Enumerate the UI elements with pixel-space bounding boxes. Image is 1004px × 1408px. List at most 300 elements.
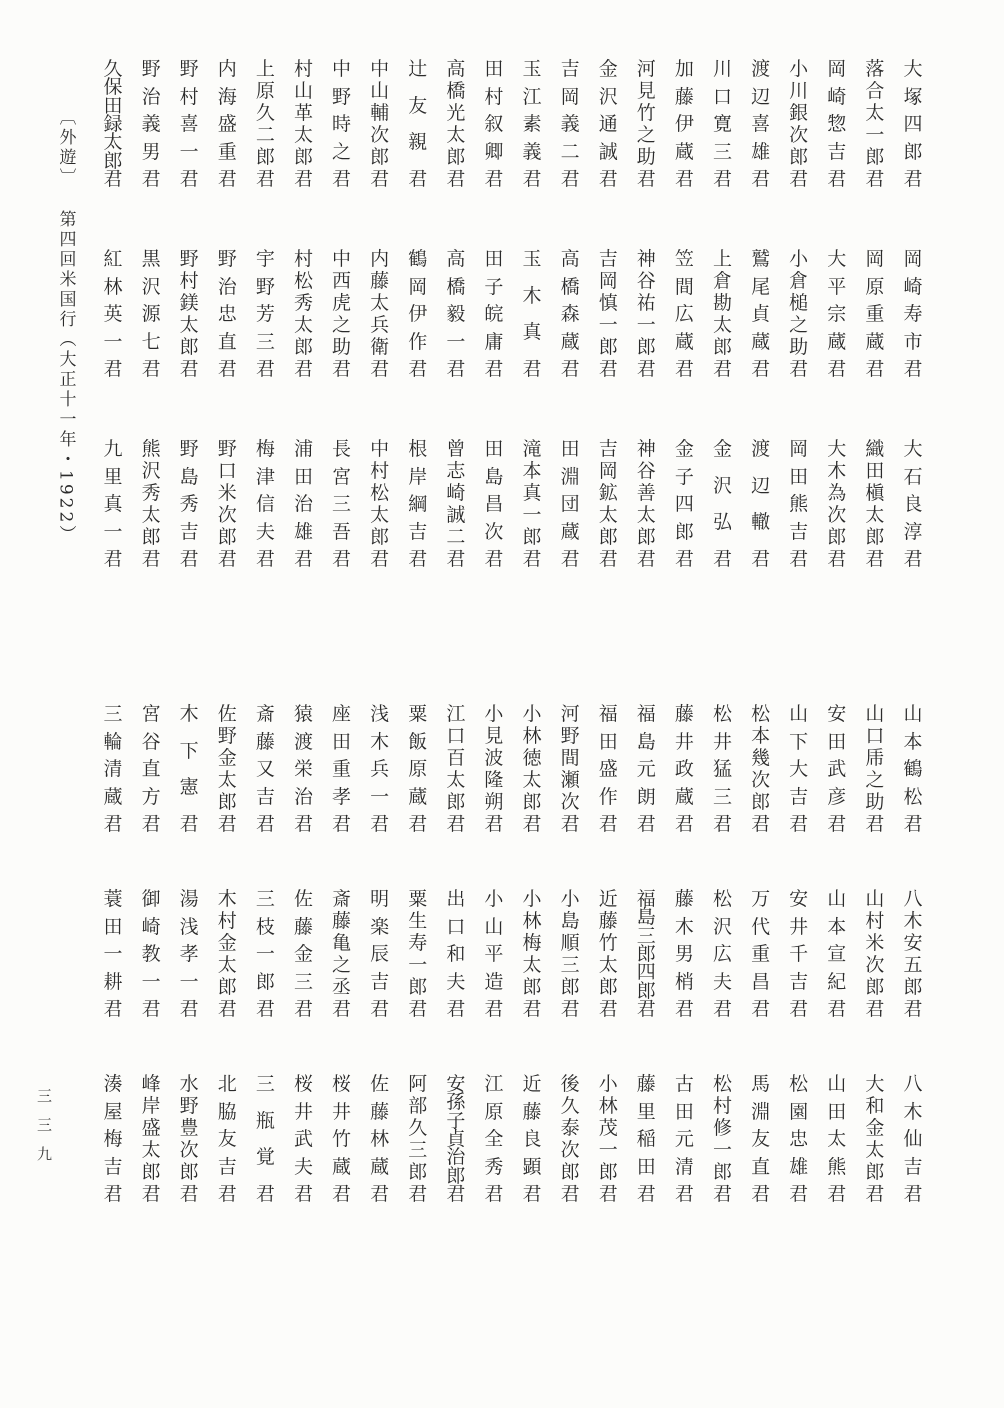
name-char: 岡 [903, 248, 923, 270]
name-char: 山 [903, 703, 923, 725]
name-char: 君 [332, 548, 352, 570]
name-char: 志 [446, 460, 466, 482]
name-char: 福 [636, 703, 656, 725]
name-char: 義 [560, 113, 580, 135]
name-char: 一 [408, 954, 428, 976]
name-char: 為 [827, 482, 847, 504]
name-char: 槌 [789, 292, 809, 314]
name-char: 熊 [141, 438, 161, 460]
name-char: 君 [484, 168, 504, 190]
name-entry [94, 250, 132, 378]
name-char: 広 [712, 943, 732, 965]
name-char: 上 [712, 248, 732, 270]
name-entry [513, 890, 551, 1018]
name-char: 太 [598, 954, 618, 976]
name-char: 岡 [560, 85, 580, 108]
name-char: 蔵 [103, 785, 123, 808]
name-char: 吉 [598, 248, 618, 270]
name-char: 金 [865, 1117, 885, 1139]
name-char: 馬 [751, 1073, 771, 1095]
name-char: 源 [141, 303, 161, 325]
name-char: 君 [446, 998, 466, 1020]
name-char: 竹 [636, 102, 656, 124]
name-char: 子 [446, 1109, 466, 1132]
name-entry [284, 1075, 322, 1203]
name-char: 熊 [827, 1155, 847, 1178]
name-char: 間 [674, 275, 694, 298]
name-char: 槇 [865, 482, 885, 504]
name-char: 竹 [332, 1128, 352, 1150]
name-char: 川 [789, 80, 809, 102]
name-char: 吉 [255, 785, 275, 808]
name-char: 君 [446, 1182, 466, 1205]
name-char: 木 [903, 910, 923, 932]
name-char: 山 [827, 1073, 847, 1095]
name-char: 君 [903, 1183, 923, 1205]
name-entry [208, 890, 246, 1018]
name-entry [665, 1075, 703, 1203]
name-entry [704, 60, 742, 188]
name-char: 一 [179, 970, 199, 993]
name-entry [361, 1075, 399, 1203]
name-char: 村 [370, 460, 390, 482]
name-entry [589, 1075, 627, 1203]
name-char: 君 [789, 813, 809, 835]
name-char: 太 [217, 954, 237, 976]
name-entry [94, 1075, 132, 1203]
name-char: 君 [636, 813, 656, 835]
name-char: 造 [484, 970, 504, 993]
name-char: 小 [598, 1073, 618, 1095]
name-entry [132, 890, 170, 1018]
name-entry [323, 890, 361, 1018]
name-char: 治 [217, 275, 237, 298]
name-char: 郎 [598, 526, 618, 548]
name-char: 野 [179, 248, 199, 270]
name-char: 衛 [370, 336, 390, 358]
name-char: 大 [827, 248, 847, 270]
name-char: 幾 [751, 747, 771, 769]
name-char: 君 [903, 813, 923, 835]
name-char: 平 [827, 275, 847, 298]
name-char: 全 [484, 1128, 504, 1150]
name-char: 蔵 [674, 785, 694, 808]
name-char: 毅 [446, 303, 466, 325]
name-char: 太 [865, 102, 885, 124]
name-char: 覚 [255, 1146, 275, 1169]
name-char: 田 [103, 94, 123, 117]
name-char: 君 [484, 358, 504, 380]
name-char: 近 [598, 888, 618, 910]
name-char: 君 [484, 1183, 504, 1205]
name-char: 久 [255, 102, 275, 124]
name-char: 吾 [332, 520, 352, 543]
name-char: 岡 [598, 460, 618, 482]
name-char: 君 [560, 813, 580, 835]
name-char: 橋 [446, 275, 466, 298]
name-entry [627, 705, 665, 833]
name-char: 一 [179, 140, 199, 163]
name-char: 倉 [789, 270, 809, 292]
name-char: 崎 [903, 275, 923, 298]
name-char: 松 [903, 785, 923, 808]
name-char: 岡 [865, 248, 885, 270]
name-char: 郎 [217, 526, 237, 548]
name-char: 郎 [903, 140, 923, 163]
name-char: 君 [446, 358, 466, 380]
name-char: 藤 [636, 1073, 656, 1095]
name-char: 岡 [408, 275, 428, 298]
name-char: 座 [332, 703, 352, 725]
name-char: 郎 [674, 520, 694, 543]
name-char: 三 [332, 493, 352, 515]
name-char: 真 [522, 482, 542, 504]
name-char: 君 [636, 1183, 656, 1205]
name-char: 郎 [217, 791, 237, 813]
name-char: 孝 [332, 785, 352, 808]
name-char: 君 [903, 358, 923, 380]
name-char: 松 [370, 482, 390, 504]
name-entry [284, 890, 322, 1018]
name-char: 藤 [370, 1100, 390, 1123]
name-char: 乕 [865, 747, 885, 769]
name-entry [170, 60, 208, 188]
name-char: 吉 [217, 1155, 237, 1178]
name-entry [208, 60, 246, 188]
name-char: 男 [141, 140, 161, 163]
name-char: 藤 [598, 910, 618, 932]
name-char: 内 [370, 248, 390, 270]
name-char: 吉 [903, 1155, 923, 1178]
name-char: 湯 [179, 888, 199, 910]
name-char: 北 [217, 1073, 237, 1095]
name-char: 太 [865, 1139, 885, 1161]
name-char: 村 [217, 910, 237, 932]
name-char: 作 [598, 785, 618, 808]
name-char: 峰 [141, 1073, 161, 1095]
name-char: 見 [484, 725, 504, 747]
name-char: 庸 [484, 330, 504, 353]
name-entry [704, 1075, 742, 1203]
name-char: 野 [560, 725, 580, 747]
name-char: 君 [712, 813, 732, 835]
name-char: 夫 [712, 970, 732, 993]
name-char: 之 [865, 769, 885, 791]
name-char: 君 [903, 998, 923, 1020]
name-char: 沢 [141, 460, 161, 482]
name-char: 保 [103, 76, 123, 99]
name-char: 泰 [560, 1117, 580, 1139]
name-char: 太 [103, 131, 123, 154]
name-entry [742, 250, 780, 378]
name-char: 君 [255, 168, 275, 190]
name-char: 良 [903, 493, 923, 515]
name-char: 郎 [522, 791, 542, 813]
name-entry [780, 60, 818, 188]
name-char: 島 [484, 465, 504, 488]
name-char: 橋 [560, 275, 580, 298]
name-char: 君 [712, 1183, 732, 1205]
name-char: 郎 [827, 526, 847, 548]
name-char: 梅 [255, 438, 275, 460]
name-char: 君 [103, 998, 123, 1020]
name-char: 君 [598, 358, 618, 380]
name-entry [818, 60, 856, 188]
name-char: 太 [141, 504, 161, 526]
name-char: 君 [370, 358, 390, 380]
name-char: 山 [484, 915, 504, 938]
name-entry [361, 890, 399, 1018]
name-char: 秀 [293, 292, 313, 314]
name-char: 三 [255, 330, 275, 353]
name-char: 郎 [255, 146, 275, 168]
name-char: 盛 [217, 113, 237, 135]
name-char: 長 [332, 438, 352, 460]
name-char: 夫 [446, 970, 466, 993]
name-char: 平 [484, 943, 504, 965]
name-entry [399, 1075, 437, 1203]
name-char: 君 [255, 358, 275, 380]
name-char: 君 [560, 1183, 580, 1205]
name-char: 重 [751, 943, 771, 965]
name-band-2 [94, 250, 932, 378]
name-char: 君 [141, 1183, 161, 1205]
name-char: 之 [789, 314, 809, 336]
name-char: 島 [636, 730, 656, 753]
name-char: 一 [598, 1139, 618, 1161]
name-char: 栄 [293, 758, 313, 780]
name-char: 郎 [522, 526, 542, 548]
name-char: 君 [408, 813, 428, 835]
name-char: 綱 [408, 493, 428, 515]
name-char: 助 [789, 336, 809, 358]
name-char: 君 [598, 813, 618, 835]
name-char: 木 [827, 460, 847, 482]
name-char: 郎 [293, 336, 313, 358]
name-entry [818, 1075, 856, 1203]
name-char: 方 [141, 785, 161, 808]
name-entry [132, 60, 170, 188]
name-entry [246, 705, 284, 833]
name-char: 渡 [293, 730, 313, 753]
name-char: 輔 [370, 102, 390, 124]
name-char: 林 [598, 1095, 618, 1117]
name-char: 君 [332, 168, 352, 190]
name-char: 田 [636, 1155, 656, 1178]
name-char: 伊 [408, 303, 428, 325]
name-char: 沢 [712, 915, 732, 938]
name-char: 小 [484, 703, 504, 725]
name-char: 安 [827, 703, 847, 725]
name-char: 君 [712, 998, 732, 1020]
name-char: 原 [484, 1100, 504, 1123]
name-char: 君 [255, 548, 275, 570]
name-char: 島 [560, 910, 580, 932]
name-char: 木 [179, 703, 199, 725]
name-char: 井 [332, 1100, 352, 1123]
name-char: 太 [865, 504, 885, 526]
name-char: 君 [560, 168, 580, 190]
name-char: 岡 [827, 58, 847, 80]
name-char: 郎 [865, 146, 885, 168]
name-entry [589, 60, 627, 188]
name-char: 君 [484, 998, 504, 1020]
name-char: 梅 [103, 1128, 123, 1150]
name-char: 鉱 [598, 482, 618, 504]
name-char: 山 [789, 703, 809, 725]
name-entry [551, 890, 589, 1018]
name-char: 一 [103, 520, 123, 543]
name-char: 園 [789, 1100, 809, 1123]
name-char: 郎 [865, 1161, 885, 1183]
name-char: 飯 [408, 730, 428, 753]
name-char: 君 [255, 1182, 275, 1205]
name-entry [170, 1075, 208, 1203]
name-char: 木 [370, 730, 390, 753]
name-char: 辺 [751, 85, 771, 108]
name-char: 郎 [446, 791, 466, 813]
name-char: 米 [217, 482, 237, 504]
name-entry [475, 1075, 513, 1203]
name-char: 藤 [522, 1100, 542, 1123]
name-entry [170, 440, 208, 568]
name-char: 蓑 [103, 888, 123, 910]
name-char: 郎 [789, 146, 809, 168]
name-char: 原 [865, 275, 885, 298]
name-entry [894, 250, 932, 378]
name-char: 君 [293, 813, 313, 835]
name-char: 近 [522, 1073, 542, 1095]
name-char: 直 [217, 330, 237, 353]
name-char: 太 [522, 954, 542, 976]
name-char: 七 [141, 330, 161, 353]
name-char: 君 [865, 1183, 885, 1205]
name-char: 沢 [598, 85, 618, 108]
name-char: 盛 [598, 758, 618, 780]
name-char: 口 [446, 915, 466, 938]
name-char: 助 [636, 146, 656, 168]
name-char: 隆 [484, 769, 504, 791]
section-label: 〔外遊〕 [55, 108, 76, 188]
name-char: 野 [141, 58, 161, 80]
name-char: 吉 [560, 58, 580, 80]
name-char: 佐 [293, 888, 313, 910]
name-entry [361, 440, 399, 568]
name-char: 叙 [484, 113, 504, 135]
name-entry [437, 705, 475, 833]
name-char: 郎 [141, 526, 161, 548]
name-char: 石 [903, 465, 923, 488]
name-char: 君 [827, 548, 847, 570]
name-entry [284, 705, 322, 833]
name-char: 治 [293, 785, 313, 808]
name-char: 雄 [751, 140, 771, 163]
name-char: 孫 [446, 1091, 466, 1114]
name-char: 湊 [103, 1073, 123, 1095]
name-char: 大 [903, 58, 923, 80]
name-char: 太 [712, 314, 732, 336]
name-entry [665, 60, 703, 188]
name-char: 枝 [255, 915, 275, 938]
name-entry [589, 705, 627, 833]
name-char: 君 [484, 548, 504, 570]
name-entry [665, 890, 703, 1018]
name-char: 君 [217, 358, 237, 380]
name-char: 三 [712, 785, 732, 808]
name-entry [589, 250, 627, 378]
name-char: 秀 [484, 1155, 504, 1178]
name-char: 勘 [712, 292, 732, 314]
name-entry [704, 705, 742, 833]
name-char: 盛 [141, 1117, 161, 1139]
name-entry [856, 60, 894, 188]
section-title: 第四回米国行（大正十一年・1922） [55, 210, 76, 546]
name-char: 郎 [903, 976, 923, 998]
name-char: 蔵 [408, 785, 428, 808]
name-char: 豊 [179, 1117, 199, 1139]
name-char: 原 [255, 80, 275, 102]
name-char: 君 [217, 998, 237, 1020]
name-char: 田 [827, 1100, 847, 1123]
name-entry [627, 890, 665, 1018]
name-char: 喜 [751, 113, 771, 135]
name-char: 通 [598, 113, 618, 135]
name-char: 中 [332, 248, 352, 270]
name-char: 重 [217, 140, 237, 163]
name-char: 君 [332, 1183, 352, 1205]
name-char: 中 [370, 58, 390, 80]
name-char: 吉 [179, 520, 199, 543]
name-char: 小 [789, 58, 809, 80]
name-char: 君 [522, 548, 542, 570]
name-char: 君 [103, 813, 123, 835]
name-char: 郎 [636, 526, 656, 548]
name-entry [818, 705, 856, 833]
name-char: 広 [674, 303, 694, 325]
name-char: 宣 [827, 943, 847, 965]
name-char: 君 [636, 358, 656, 380]
name-entry [627, 440, 665, 568]
section-header [48, 108, 82, 545]
name-entry [513, 60, 551, 188]
name-char: 内 [217, 58, 237, 80]
name-char: 猿 [293, 703, 313, 725]
name-char: 島 [636, 906, 656, 929]
name-char: 郎 [598, 336, 618, 358]
name-char: 田 [827, 730, 847, 753]
name-char: 直 [141, 758, 161, 780]
name-char: 郎 [103, 149, 123, 172]
name-char: 田 [598, 730, 618, 753]
name-char: 屋 [103, 1100, 123, 1123]
name-char: 川 [712, 58, 732, 80]
name-entry [742, 705, 780, 833]
name-char: 崎 [446, 482, 466, 504]
name-char: 君 [293, 548, 313, 570]
name-entry [284, 250, 322, 378]
name-char: 楽 [370, 915, 390, 938]
name-char: 水 [179, 1073, 199, 1095]
name-entry [437, 1075, 475, 1203]
name-band-4 [94, 705, 932, 833]
name-char: 井 [674, 730, 694, 753]
name-char: 夫 [293, 1155, 313, 1178]
name-char: 君 [789, 548, 809, 570]
name-char: 君 [865, 813, 885, 835]
name-char: 郎 [712, 336, 732, 358]
name-char: 郎 [865, 526, 885, 548]
name-entry [94, 60, 132, 188]
